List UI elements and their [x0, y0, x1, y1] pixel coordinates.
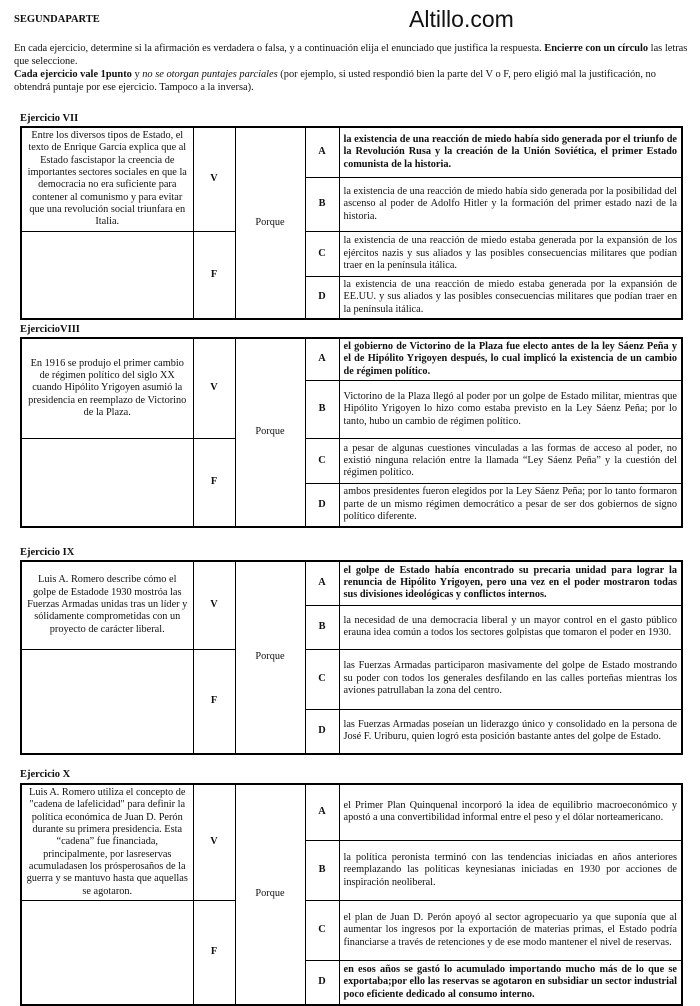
- instructions-text: En cada ejercicio, determine si la afirmación es verdadera o falsa, y a continuación elija el enunciado que justifica la respuesta.: [14, 43, 545, 54]
- exercise-7-option-c-text: la existencia de una reacción de miedo estaba generada por la expansión de los ejércitos nazis y sus aliados y las posibles consecuencias militares que podían traer en la península itálica.: [339, 231, 682, 276]
- exercise-10-statement-cont: [21, 901, 193, 1005]
- exercise-10-title: Ejercicio X: [20, 769, 71, 780]
- exercise-9-statement: Luis A. Romero describe cómo el golpe de Estadode 1930 mostróa las Fuerzas Armadas unidas tras un líder y sólidamente comprometidas con un proyecto de carácter liberal.: [21, 561, 193, 649]
- exercise-7-statement: Entre los diversos tipos de Estado, el texto de Enrique García explica que al Estado fascistapor la creencia de importantes sectores sociales en que la democracia no era suficiente para contener al comunismo y para evitar que una revolución social triunfara en Italia.: [21, 127, 193, 231]
- instructions-text: las letras que seleccione.: [14, 43, 688, 67]
- site-logo: Altillo.com: [409, 6, 514, 32]
- exercise-9-option-b-text: la necesidad de una democracia liberal y un mayor control en el gasto público erauna idea común a todos los sectores golpistas que tomaron el poder en 1930.: [339, 605, 682, 649]
- exercise-10-option-a-text: el Primer Plan Quinquenal incorporó la idea de equilibrio macroeconómico y apostó a una convertibilidad informal entre el peso y el dólar norteamericano.: [339, 784, 682, 840]
- exercise-7-option-b-text: la existencia de una reacción de miedo había sido generada por la posibilidad del ascenso al poder de Adolfo Hitler y la formación del primer estado nazi de la historia.: [339, 178, 682, 232]
- exercise-9-title: Ejercicio IX: [20, 547, 75, 558]
- instructions-line-2: [14, 68, 690, 94]
- exercise-8-statement-cont: [21, 439, 193, 527]
- exercise-7-option-a-letter[interactable]: A: [305, 127, 339, 178]
- instructions-italic: no se otorgan puntajes parciales: [142, 69, 278, 80]
- exercise-8-option-c-text: a pesar de algunas cuestiones vinculadas a las formas de acceso al poder, no existió ninguna relación entre la llamada “Ley Sáenz Peña” y la cuestión del régimen político.: [339, 439, 682, 484]
- exercise-8-option-d-letter[interactable]: D: [305, 484, 339, 527]
- exercise-9-option-c-letter[interactable]: C: [305, 649, 339, 709]
- exercise-9-option-a-text: el golpe de Estado había encontrado su precaria unidad para lograr la renuncia de Hipólito Yrigoyen, pero una vez en el poder mostraron todas sus divisiones ideológicas y conflictos internos.: [339, 561, 682, 605]
- exercise-8-because: Porque: [235, 338, 305, 527]
- exercise-8-option-c-letter[interactable]: C: [305, 439, 339, 484]
- exercise-8-option-a-text: el gobierno de Victorino de la Plaza fue electo antes de la ley Sáenz Peña y el de Hipólito Yrigoyen después, lo cual implicó la existencia de un cambio de régimen político.: [339, 338, 682, 381]
- exercise-9-true-option[interactable]: V: [193, 561, 235, 649]
- exercise-7-false-option[interactable]: F: [193, 231, 235, 319]
- exercise-10-option-c-letter[interactable]: C: [305, 901, 339, 961]
- exercise-9-option-b-letter[interactable]: B: [305, 605, 339, 649]
- instructions-text: (por ejemplo, si usted respondió bien la parte del V o F, pero eligió mal la justificación, no obtendrá puntaje por ese ejercicio. Tampoco a la inversa).: [14, 69, 656, 93]
- exercise-10-true-option[interactable]: V: [193, 784, 235, 901]
- exercise-10-table: [20, 783, 683, 1006]
- exercise-7-true-option[interactable]: V: [193, 127, 235, 231]
- exercise-7-statement-cont: [21, 231, 193, 319]
- instructions: [14, 42, 690, 94]
- instructions-emphasis: Cada ejercicio vale 1punto: [14, 69, 132, 80]
- exercise-10-option-d-text: en esos años se gastó lo acumulado importando mucho más de lo que se exportaba;por ello las reservas se agotaron en subsidiar un sector industrial poco eficiente dedicado al consumo interno.: [339, 961, 682, 1005]
- instructions-line-1: [14, 42, 690, 68]
- exercise-10-because: Porque: [235, 784, 305, 1005]
- exercise-9-option-d-letter[interactable]: D: [305, 709, 339, 754]
- exercise-8-option-a-letter[interactable]: A: [305, 338, 339, 381]
- exercise-8-option-b-letter[interactable]: B: [305, 381, 339, 439]
- exercise-7-option-b-letter[interactable]: B: [305, 178, 339, 232]
- exercise-10-option-c-text: el plan de Juan D. Perón apoyó al sector agropecuario ya que suponía que al aumentar los ingresos por la exportación de materias primas, el Estado podría financiarse a través de retenciones y de ese modo mantener el nivel de reservas.: [339, 901, 682, 961]
- exercise-7-option-d-letter[interactable]: D: [305, 276, 339, 319]
- exercise-7-option-c-letter[interactable]: C: [305, 231, 339, 276]
- exercise-8-false-option[interactable]: F: [193, 439, 235, 527]
- exercise-7-table: [20, 126, 683, 320]
- exercise-10-false-option[interactable]: F: [193, 901, 235, 1005]
- exercise-9-option-c-text: las Fuerzas Armadas participaron masivamente del golpe de Estado mostrando su poder con todos los generales desfilando en las calles porteñas mientras los aviones patrullaban la zona del centro.: [339, 649, 682, 709]
- exercise-10-option-b-text: la política peronista terminó con las tendencias iniciadas en años anteriores reemplazando las políticas keynesianas iniciadas en 1930 por acciones de inspiración neoliberal.: [339, 840, 682, 900]
- exercise-9-table: [20, 560, 683, 755]
- exercise-9-false-option[interactable]: F: [193, 649, 235, 754]
- exercise-8-option-b-text: Victorino de la Plaza llegó al poder por un golpe de Estado militar, mientras que Hipólito Yrigoyen lo hizo como estaba previsto en la Ley Sáenz Peña; por lo tanto, hubo un cambio de régimen político.: [339, 381, 682, 439]
- exercise-8-title: EjercicioVIII: [20, 324, 80, 335]
- exercise-10-option-b-letter[interactable]: B: [305, 840, 339, 900]
- exercise-8-option-d-text: ambos presidentes fueron elegidos por la Ley Sáenz Peña; por lo tanto formaron parte de un mismo régimen democrático a pesar de ser dos gobiernos de signo político diferente.: [339, 484, 682, 527]
- exercise-7-option-d-text: la existencia de una reacción de miedo estaba generada por la expansión de EE.UU. y sus aliados y las posibles consecuencias militares que podían traer en la península itálica.: [339, 276, 682, 319]
- exercise-7-title: Ejercicio VII: [20, 113, 79, 124]
- exercise-8-true-option[interactable]: V: [193, 338, 235, 439]
- part-title: SEGUNDAPARTE: [14, 14, 100, 25]
- exercise-7-option-a-text: la existencia de una reacción de miedo había sido generada por el triunfo de la Revolución Rusa y la creación de la Unión Soviética, el primer Estado comunista de la historia.: [339, 127, 682, 178]
- exercise-10-statement: Luis A. Romero utiliza el concepto de "cadena de lafelicidad" para definir la política económica de Juan D. Perón durante su primera presidencia. Esta “cadena” fue financiada, principalmente, por lasreservas acumuladasen los prósperosaños de la guerra y se mantuvo hasta que aquellas se agotaron.: [21, 784, 193, 901]
- exercise-9-option-a-letter[interactable]: A: [305, 561, 339, 605]
- exercise-10-option-a-letter[interactable]: A: [305, 784, 339, 840]
- exercise-9-because: Porque: [235, 561, 305, 754]
- exercise-8-statement: En 1916 se produjo el primer cambio de régimen político del siglo XX cuando Hipólito Yrigoyen asumió la presidencia en reemplazo de Victorino de la Plaza.: [21, 338, 193, 439]
- exercise-8-table: [20, 337, 683, 528]
- instructions-text: y: [131, 69, 143, 80]
- instructions-emphasis: Encierre con un círculo: [544, 43, 649, 54]
- exercise-9-statement-cont: [21, 649, 193, 754]
- exercise-7-because: Porque: [235, 127, 305, 319]
- exercise-9-option-d-text: las Fuerzas Armadas poseían un liderazgo único y consolidado en la persona de José F. Uriburu, quien logró esta posición bastante antes del golpe de Estado.: [339, 709, 682, 754]
- exercise-10-option-d-letter[interactable]: D: [305, 961, 339, 1005]
